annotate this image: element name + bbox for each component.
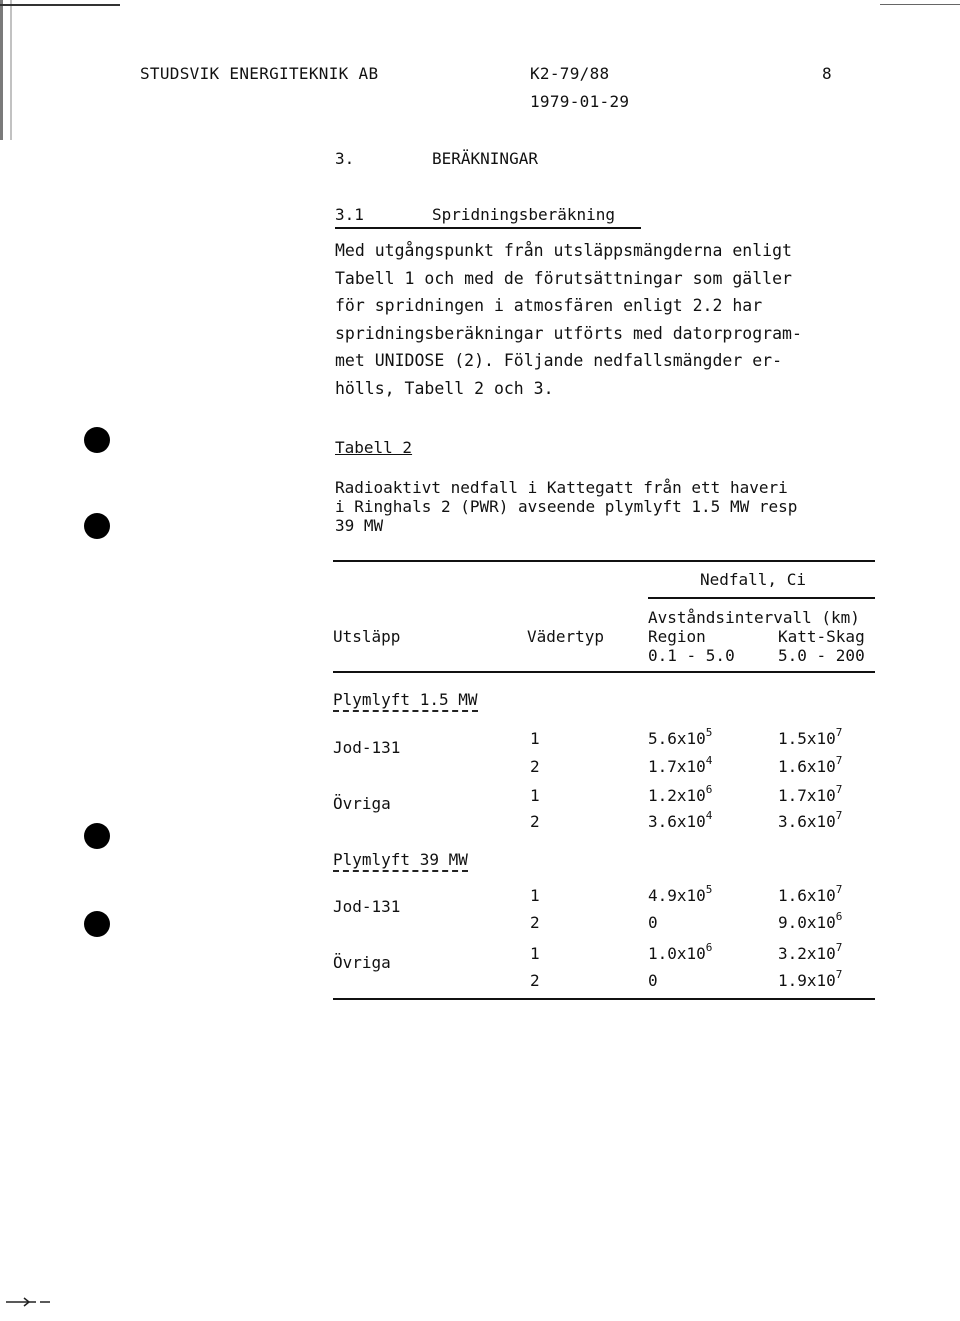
binder-hole-4 bbox=[84, 911, 110, 937]
region-mantissa: 1.2x10 bbox=[648, 786, 706, 805]
katt-cell bbox=[778, 809, 843, 831]
region-cell bbox=[648, 941, 713, 963]
table-sub-header: Avståndsintervall (km) bbox=[648, 608, 860, 627]
paragraph-line: Tabell 1 och med de förutsättningar som gäller bbox=[335, 268, 792, 288]
katt-mantissa: 3.6x10 bbox=[778, 812, 836, 831]
col-header-vadertyp: Vädertyp bbox=[527, 627, 605, 646]
region-mantissa: 1.7x10 bbox=[648, 757, 706, 776]
scan-edge-left bbox=[0, 0, 30, 140]
katt-exponent: 7 bbox=[835, 809, 843, 822]
katt-exponent: 7 bbox=[835, 783, 843, 796]
weather-cell: 1 bbox=[530, 886, 540, 905]
scan-edge-top bbox=[0, 4, 120, 6]
katt-cell bbox=[778, 941, 843, 963]
weather-cell: 1 bbox=[530, 729, 540, 748]
col-header-region: Region bbox=[648, 627, 706, 646]
subsection-title: Spridningsberäkning bbox=[432, 205, 616, 224]
katt-exponent: 7 bbox=[835, 968, 843, 981]
region-cell bbox=[648, 783, 713, 805]
binder-hole-3 bbox=[84, 823, 110, 849]
paragraph-line: för spridningen i atmosfären enligt 2.2 har bbox=[335, 296, 763, 315]
group-title-text: Plymlyft 1.5 MW bbox=[333, 690, 478, 712]
weather-cell: 1 bbox=[530, 944, 540, 963]
subsection-number: 3.1 bbox=[335, 205, 364, 224]
region-exponent: 5 bbox=[705, 726, 713, 739]
header-report-number: K2-79/88 bbox=[530, 64, 610, 83]
region-mantissa: 0 bbox=[648, 913, 658, 932]
col-header-katt-range: 5.0 - 200 bbox=[778, 646, 865, 665]
caption-line: i Ringhals 2 (PWR) avseende plymlyft 1.5 MW resp bbox=[335, 497, 798, 516]
paragraph-line: hölls, Tabell 2 och 3. bbox=[335, 378, 554, 398]
region-cell bbox=[648, 971, 658, 990]
substance-label: Jod-131 bbox=[333, 738, 401, 757]
weather-cell: 2 bbox=[530, 971, 540, 990]
katt-exponent: 6 bbox=[835, 910, 843, 923]
katt-cell bbox=[778, 754, 843, 776]
col-header-katt-skag: Katt-Skag bbox=[778, 627, 865, 646]
header-page-number: 8 bbox=[822, 64, 832, 83]
katt-cell bbox=[778, 783, 843, 805]
group-title bbox=[333, 690, 478, 709]
group-header-rule bbox=[648, 597, 875, 599]
paragraph-line: Med utgångspunkt från utsläppsmängderna enligt bbox=[335, 241, 792, 260]
table-label: Tabell 2 bbox=[335, 438, 413, 457]
weather-cell: 1 bbox=[530, 786, 540, 805]
table-group-header: Nedfall, Ci bbox=[700, 570, 806, 589]
binder-hole-1 bbox=[84, 427, 110, 453]
binder-hole-2 bbox=[84, 513, 110, 539]
katt-exponent: 7 bbox=[835, 754, 843, 767]
region-exponent: 6 bbox=[705, 941, 713, 954]
scan-edge-top-right bbox=[880, 4, 960, 5]
paragraph-line: met UNIDOSE (2). Följande nedfallsmängder er- bbox=[335, 351, 783, 370]
katt-mantissa: 9.0x10 bbox=[778, 913, 836, 932]
table-bottom-rule bbox=[333, 998, 875, 1000]
table-header-rule bbox=[333, 671, 875, 673]
region-cell bbox=[648, 726, 713, 748]
katt-exponent: 7 bbox=[835, 941, 843, 954]
substance-label: Övriga bbox=[333, 953, 391, 972]
region-mantissa: 1.0x10 bbox=[648, 944, 706, 963]
katt-mantissa: 3.2x10 bbox=[778, 944, 836, 963]
header-organization: STUDSVIK ENERGITEKNIK AB bbox=[140, 64, 379, 83]
subsection-heading bbox=[335, 205, 641, 229]
region-mantissa: 4.9x10 bbox=[648, 886, 706, 905]
katt-mantissa: 1.5x10 bbox=[778, 729, 836, 748]
katt-cell bbox=[778, 883, 843, 905]
substance-label: Jod-131 bbox=[333, 897, 401, 916]
region-cell bbox=[648, 913, 658, 932]
katt-mantissa: 1.7x10 bbox=[778, 786, 836, 805]
katt-exponent: 7 bbox=[835, 726, 843, 739]
region-mantissa: 3.6x10 bbox=[648, 812, 706, 831]
region-mantissa: 0 bbox=[648, 971, 658, 990]
group-title-text: Plymlyft 39 MW bbox=[333, 850, 468, 872]
caption-line: Radioaktivt nedfall i Kattegatt från ett haveri bbox=[335, 478, 788, 497]
katt-mantissa: 1.9x10 bbox=[778, 971, 836, 990]
region-cell bbox=[648, 883, 713, 905]
weather-cell: 2 bbox=[530, 812, 540, 831]
region-exponent: 4 bbox=[705, 809, 713, 822]
col-header-region-range: 0.1 - 5.0 bbox=[648, 646, 735, 665]
scan-margin-mark bbox=[6, 1296, 50, 1312]
region-exponent: 6 bbox=[705, 783, 713, 796]
header-date: 1979-01-29 bbox=[530, 92, 630, 111]
weather-cell: 2 bbox=[530, 913, 540, 932]
substance-label: Övriga bbox=[333, 794, 391, 813]
section-title: BERÄKNINGAR bbox=[432, 149, 538, 168]
region-cell bbox=[648, 754, 713, 776]
body-paragraph bbox=[335, 237, 802, 402]
region-exponent: 5 bbox=[705, 883, 713, 896]
katt-mantissa: 1.6x10 bbox=[778, 757, 836, 776]
caption-line: 39 MW bbox=[335, 516, 384, 535]
region-exponent: 4 bbox=[705, 754, 713, 767]
katt-cell bbox=[778, 910, 843, 932]
region-cell bbox=[648, 809, 713, 831]
katt-exponent: 7 bbox=[835, 883, 843, 896]
table-caption bbox=[335, 478, 797, 535]
arrow-mark-icon bbox=[6, 1296, 50, 1308]
paragraph-line: spridningsberäkningar utförts med datorprogram- bbox=[335, 323, 802, 343]
katt-cell bbox=[778, 726, 843, 748]
katt-mantissa: 1.6x10 bbox=[778, 886, 836, 905]
region-mantissa: 5.6x10 bbox=[648, 729, 706, 748]
group-title bbox=[333, 850, 468, 869]
katt-cell bbox=[778, 968, 843, 990]
section-number: 3. bbox=[335, 149, 355, 168]
weather-cell: 2 bbox=[530, 757, 540, 776]
col-header-utslapp: Utsläpp bbox=[333, 627, 401, 646]
table-top-rule bbox=[333, 560, 875, 562]
